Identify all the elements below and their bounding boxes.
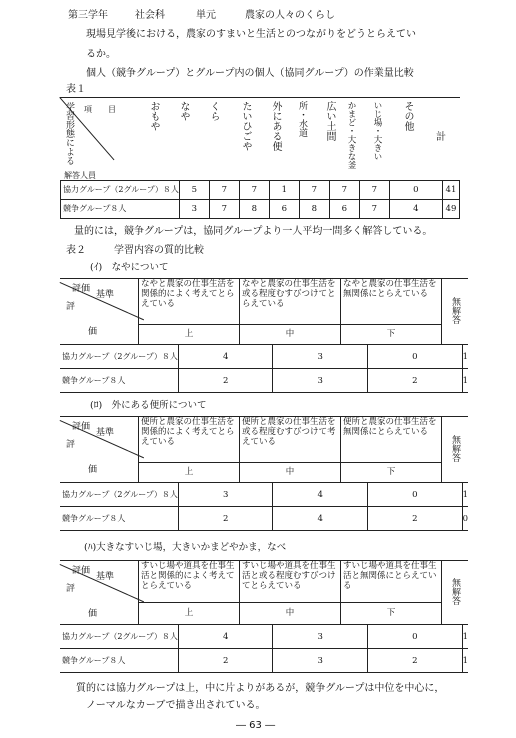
table1-label: 表１ xyxy=(66,84,86,95)
t1-cell: 4 xyxy=(389,200,442,219)
sc-cell: 0 xyxy=(368,625,463,649)
t1-cell: 8 xyxy=(239,200,269,219)
subject-label: 社会科 xyxy=(135,10,165,21)
t1-cell: 7 xyxy=(359,181,389,200)
sb-grid xyxy=(138,416,468,483)
sa-cell: 0 xyxy=(368,345,463,369)
section-b-title: (ﾛ) 外にある便所について xyxy=(90,400,207,411)
sa-rows xyxy=(60,344,468,393)
sc-cell: 2 xyxy=(368,649,463,673)
sc-criteria-hi: すいじ場や道具を仕事生活と関係的によく考えてとらえている xyxy=(139,560,240,602)
t1-cell: 7 xyxy=(329,181,359,200)
section-a-title: (ｲ) なやについて xyxy=(90,262,169,273)
sa-cell: 2 xyxy=(178,369,273,393)
sa-no-answer: 無解答 xyxy=(442,278,469,344)
sb-corner-eval: 評価 xyxy=(72,422,91,432)
unit-title: 農家の人々のくらし xyxy=(245,10,335,21)
sc-cell: 2 xyxy=(178,649,273,673)
sc-row-comp-label: 競争グループ８人 xyxy=(60,649,178,673)
section-c-table xyxy=(60,560,468,678)
table1-note: 量的には，競争グループは，協同グループより一人平均一問多く解答している。 xyxy=(74,226,433,237)
sa-row-coop-label: 協力グループ（2グループ）８人 xyxy=(60,345,178,369)
sa-criteria-mid: なやと農家の仕事生活を或る程度むすびつけてとらえている xyxy=(240,278,341,324)
sa-cell: 4 xyxy=(178,345,273,369)
t1-cell: 6 xyxy=(329,200,359,219)
t1-col-total: 計 xyxy=(436,132,446,143)
sb-cell: 4 xyxy=(273,483,368,507)
sc-grid xyxy=(138,560,468,625)
sc-grade-hi: 上 xyxy=(139,602,240,624)
grade-label: 第三学年 xyxy=(68,10,108,21)
table1-corner-left: 学習形態による xyxy=(64,102,74,165)
sc-cell: 4 xyxy=(178,625,273,649)
sb-row-comp-label: 競争グループ８人 xyxy=(60,507,178,531)
section-a-table xyxy=(60,278,468,396)
sa-row-comp-label: 競争グループ８人 xyxy=(60,369,178,393)
table1-corner-bottom: 解答人員 xyxy=(64,171,96,180)
sc-criteria-mid: すいじ場や道具を仕事生活と或る程度むすびつけてとらえている xyxy=(240,560,341,602)
sb-row-coop-label: 協力グループ（2グループ）８人 xyxy=(60,483,178,507)
sb-rows xyxy=(60,482,468,531)
sc-grade-lo: 下 xyxy=(341,602,442,624)
t1-cell: 8 xyxy=(299,200,329,219)
sb-grade-mid: 中 xyxy=(240,462,341,482)
t1-cell: 7 xyxy=(209,181,239,200)
sc-criteria-lo: すいじ場や道具を仕事生活と無関係にとらえている xyxy=(341,560,442,602)
theme-line-1: 現場見学後における，農家のすまいと生活とのつながりをどうとらえてい xyxy=(86,29,416,40)
sc-corner-eval2: 評 xyxy=(66,584,76,594)
table2-label: 表２ xyxy=(66,245,86,256)
sc-cell: 3 xyxy=(273,649,368,673)
t1-row-comp-label: 競争グループ８人 xyxy=(61,200,180,219)
t1-cell-total: 41 xyxy=(442,181,459,200)
theme-line-3: 個人（競争グループ）とグループ内の個人（協同グループ）の作業量比較 xyxy=(86,68,414,79)
t1-col-naya: なや xyxy=(178,101,189,121)
sb-cell: 4 xyxy=(273,507,368,531)
t1-col-taihigoya: たいひごや xyxy=(240,101,251,151)
sb-cell: 2 xyxy=(178,507,273,531)
sc-row-coop-label: 協力グループ（2グループ）８人 xyxy=(60,625,178,649)
sa-criteria-lo: なやと農家の仕事生活を無関係にとらえている xyxy=(341,278,442,324)
sc-corner-value: 価 xyxy=(88,609,98,619)
unit-label: 単元 xyxy=(196,10,216,21)
sb-corner-basis: 基準 xyxy=(96,428,115,438)
sc-corner-basis: 基準 xyxy=(96,572,115,582)
sb-cell: 3 xyxy=(178,483,273,507)
t1-col-other: その他 xyxy=(402,101,413,131)
sc-cell: 1 xyxy=(462,625,468,649)
t1-col-doma: 広い土間 xyxy=(324,101,335,141)
sb-criteria-lo: 便所と農家の仕事生活を無関係にとらえている xyxy=(341,416,442,462)
theme-line-2: るか。 xyxy=(86,49,116,60)
sa-corner-basis: 基準 xyxy=(96,290,115,300)
t1-cell: 1 xyxy=(269,181,299,200)
t1-col-toilet-water: 所・水道 xyxy=(297,101,307,137)
t1-cell: 5 xyxy=(179,181,209,200)
sa-grade-mid: 中 xyxy=(240,324,341,344)
table1-data xyxy=(60,180,460,219)
sb-cell: 1 xyxy=(462,483,468,507)
t1-cell: 7 xyxy=(299,181,329,200)
sa-grade-lo: 下 xyxy=(341,324,442,344)
sc-cell: 3 xyxy=(273,625,368,649)
sa-grid xyxy=(138,278,468,345)
t1-col-omoya: おもや xyxy=(148,101,159,131)
t1-cell: 3 xyxy=(179,200,209,219)
sc-rows xyxy=(60,624,468,673)
t1-row-coop-label: 協力グループ（2グループ）８人 xyxy=(61,181,180,200)
sb-corner-value: 価 xyxy=(88,465,98,475)
sc-no-answer: 無解答 xyxy=(442,560,469,624)
sa-corner-value: 価 xyxy=(88,327,98,337)
sb-criteria-mid: 便所と農家の仕事生活を或る程度むすびつけて考えている xyxy=(240,416,341,462)
sb-no-answer: 無解答 xyxy=(442,416,469,482)
sa-cell: 3 xyxy=(273,345,368,369)
table1-top-rule xyxy=(60,97,460,98)
t1-cell: 0 xyxy=(389,181,442,200)
sa-cell: 1 xyxy=(462,345,468,369)
conclusion-line-2: ノーマルなカーブで描き出されている。 xyxy=(86,700,266,711)
t1-cell-total: 49 xyxy=(442,200,459,219)
sb-grade-lo: 下 xyxy=(341,462,442,482)
sa-cell: 1 xyxy=(462,369,468,393)
sb-cell: 0 xyxy=(368,483,463,507)
sb-corner-eval2: 評 xyxy=(66,440,76,450)
sc-cell: 1 xyxy=(462,649,468,673)
t1-col-suiji: いじ場・大きい xyxy=(372,101,382,161)
t1-cell: 6 xyxy=(269,200,299,219)
t1-cell: 7 xyxy=(239,181,269,200)
sa-corner-eval2: 評 xyxy=(66,302,76,312)
section-b-table xyxy=(60,416,468,534)
sb-grade-hi: 上 xyxy=(139,462,240,482)
t1-cell: 7 xyxy=(359,200,389,219)
page-number: ― 63 ― xyxy=(236,720,276,731)
table2-title: 学習内容の質的比較 xyxy=(114,245,204,256)
t1-col-kamado: かまど・大きな釜 xyxy=(346,101,356,169)
sc-corner-eval: 評価 xyxy=(72,566,91,576)
sb-cell: 2 xyxy=(368,507,463,531)
table1-corner-top: 項 目 xyxy=(84,105,116,114)
sa-cell: 2 xyxy=(368,369,463,393)
sa-corner-eval: 評価 xyxy=(72,284,91,294)
sb-cell: 0 xyxy=(462,507,468,531)
sc-grade-mid: 中 xyxy=(240,602,341,624)
conclusion-line-1: 質的には協力グループは上，中に片よりがあるが，競争グループは中位を中心に， xyxy=(76,683,445,694)
t1-col-outside-toilet: 外にある便 xyxy=(270,101,281,151)
sa-grade-hi: 上 xyxy=(139,324,240,344)
sa-cell: 3 xyxy=(273,369,368,393)
t1-col-kura: くら xyxy=(208,101,219,121)
section-c-title: (ﾊ)大きなすいじ場，大きいかまどやかま，なべ xyxy=(84,542,287,553)
t1-cell: 7 xyxy=(209,200,239,219)
sb-criteria-hi: 便所と農家の仕事生活を関係的によく考えてとらえている xyxy=(139,416,240,462)
sa-criteria-hi: なやと農家の仕事生活を関係的によく考えてとらえている xyxy=(139,278,240,324)
